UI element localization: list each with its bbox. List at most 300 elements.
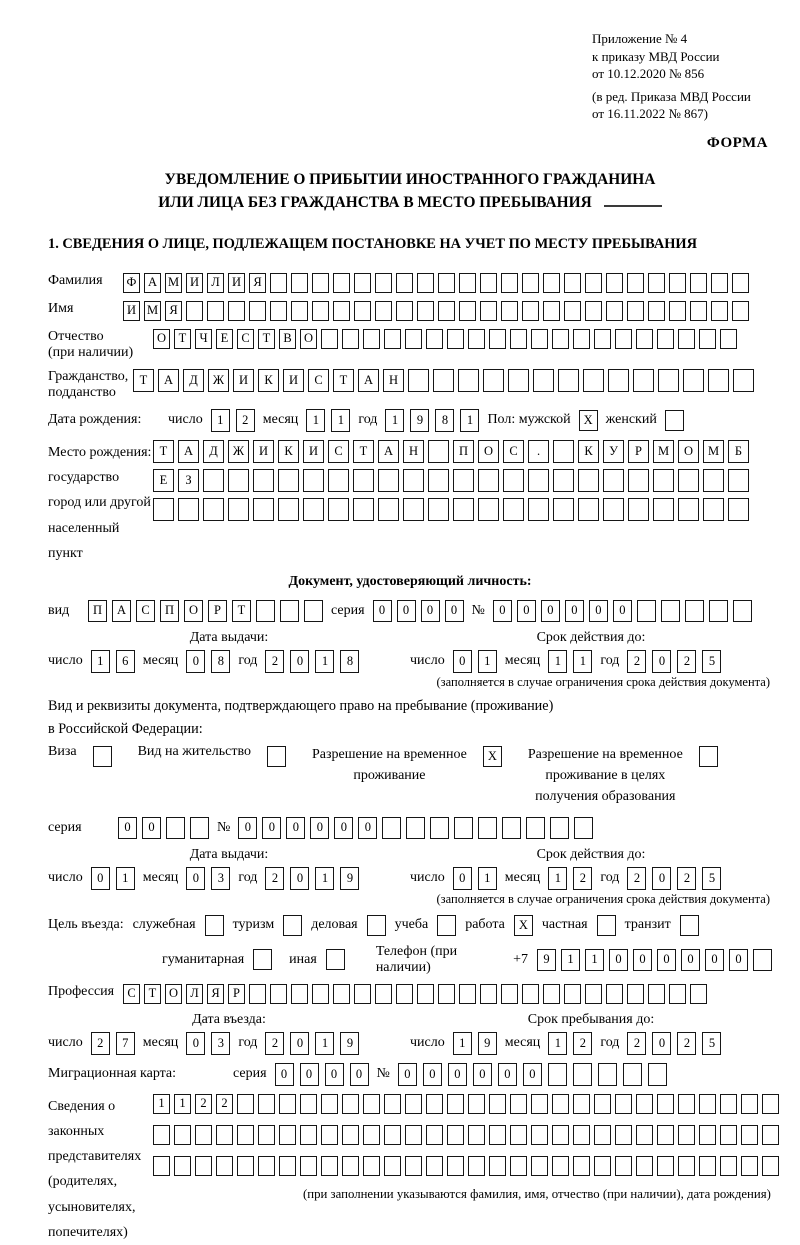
cell[interactable] [378, 498, 399, 521]
cell[interactable] [657, 1156, 674, 1176]
cell[interactable] [408, 369, 429, 392]
cell[interactable] [573, 329, 590, 349]
cell[interactable] [300, 1125, 317, 1145]
cell[interactable]: 1 [573, 650, 592, 673]
cell[interactable] [720, 1094, 737, 1114]
cell[interactable] [503, 469, 524, 492]
cell[interactable] [533, 369, 554, 392]
cell[interactable] [326, 949, 345, 970]
cell[interactable]: 6 [116, 650, 135, 673]
purpose-other-checkbox[interactable] [326, 949, 345, 970]
cell[interactable] [732, 301, 749, 321]
cell[interactable]: 0 [334, 817, 353, 839]
cell[interactable]: 0 [310, 817, 329, 839]
stay-until-year-cells[interactable] [627, 1032, 721, 1055]
cell[interactable]: 0 [453, 867, 472, 890]
cell[interactable] [678, 469, 699, 492]
permit-issue-month-cells[interactable] [186, 867, 230, 890]
cell[interactable] [279, 1125, 296, 1145]
cell[interactable] [608, 369, 629, 392]
cell[interactable] [153, 1156, 170, 1176]
cell[interactable] [510, 1156, 527, 1176]
cell[interactable]: Т [144, 984, 161, 1004]
doc-kind-cells[interactable] [88, 600, 323, 622]
cell[interactable]: 0 [275, 1063, 294, 1086]
cell[interactable]: 0 [290, 1032, 309, 1055]
cell[interactable] [573, 1156, 590, 1176]
cell[interactable] [657, 1125, 674, 1145]
cell[interactable] [531, 329, 548, 349]
passport-issue-day-cells[interactable] [91, 650, 135, 673]
cell[interactable] [417, 984, 434, 1004]
cell[interactable]: Л [186, 984, 203, 1004]
cell[interactable] [603, 498, 624, 521]
cell[interactable]: 1 [478, 867, 497, 890]
cell[interactable] [478, 469, 499, 492]
cell[interactable]: 2 [236, 409, 255, 432]
cell[interactable] [653, 469, 674, 492]
cell[interactable] [753, 949, 772, 971]
cell[interactable]: Я [249, 273, 266, 293]
cell[interactable]: Б [728, 440, 749, 463]
cell[interactable]: 0 [186, 867, 205, 890]
cell[interactable] [720, 1125, 737, 1145]
cell[interactable]: 1 [585, 949, 604, 971]
cell[interactable] [574, 817, 593, 839]
cell[interactable] [458, 369, 479, 392]
cell[interactable] [283, 915, 302, 936]
cell[interactable]: О [165, 984, 182, 1004]
cell[interactable]: Т [333, 369, 354, 392]
cell[interactable] [353, 469, 374, 492]
cell[interactable]: 0 [445, 600, 464, 622]
cell[interactable] [468, 1156, 485, 1176]
cell[interactable] [594, 329, 611, 349]
cell[interactable]: 8 [211, 650, 230, 673]
cell[interactable] [453, 469, 474, 492]
representatives-cells-row2[interactable] [153, 1125, 779, 1145]
cell[interactable]: М [144, 301, 161, 321]
cell[interactable] [228, 498, 249, 521]
residence-permit-checkbox[interactable] [267, 746, 286, 767]
migration-card-series-cells[interactable] [275, 1063, 369, 1086]
cell[interactable]: М [165, 273, 182, 293]
stay-until-day-cells[interactable] [453, 1032, 497, 1055]
cell[interactable] [733, 600, 752, 622]
cell[interactable]: 1 [453, 1032, 472, 1055]
cell[interactable] [406, 817, 425, 839]
cell[interactable]: 0 [613, 600, 632, 622]
cell[interactable] [522, 273, 539, 293]
cell[interactable]: 0 [453, 650, 472, 673]
cell[interactable]: С [123, 984, 140, 1004]
cell[interactable] [648, 273, 665, 293]
cell[interactable] [203, 498, 224, 521]
cell[interactable] [553, 440, 574, 463]
cell[interactable] [531, 1156, 548, 1176]
cell[interactable] [428, 440, 449, 463]
cell[interactable] [699, 1094, 716, 1114]
purpose-business-checkbox[interactable] [367, 915, 386, 936]
cell[interactable]: М [703, 440, 724, 463]
cell[interactable]: 0 [448, 1063, 467, 1086]
cell[interactable]: X [579, 410, 598, 431]
cell[interactable] [279, 1094, 296, 1114]
birth-month-cells[interactable] [306, 409, 350, 432]
male-checkbox[interactable] [579, 410, 598, 431]
cell[interactable]: 0 [493, 600, 512, 622]
cell[interactable] [606, 273, 623, 293]
cell[interactable]: X [483, 746, 502, 767]
cell[interactable] [501, 984, 518, 1004]
cell[interactable]: К [278, 440, 299, 463]
birth-place-cells-row2[interactable] [153, 469, 749, 492]
cell[interactable] [280, 600, 299, 622]
cell[interactable] [510, 329, 527, 349]
cell[interactable] [501, 273, 518, 293]
cell[interactable] [683, 369, 704, 392]
cell[interactable] [564, 984, 581, 1004]
cell[interactable]: М [653, 440, 674, 463]
cell[interactable] [291, 301, 308, 321]
passport-valid-day-cells[interactable] [453, 650, 497, 673]
cell[interactable] [550, 817, 569, 839]
cell[interactable]: Д [203, 440, 224, 463]
cell[interactable] [531, 1094, 548, 1114]
cell[interactable] [342, 1156, 359, 1176]
cell[interactable] [636, 1125, 653, 1145]
cell[interactable] [363, 1125, 380, 1145]
cell[interactable]: 0 [523, 1063, 542, 1086]
cell[interactable] [594, 1094, 611, 1114]
cell[interactable]: О [678, 440, 699, 463]
cell[interactable] [459, 984, 476, 1004]
cell[interactable]: 1 [91, 650, 110, 673]
cell[interactable] [384, 1125, 401, 1145]
cell[interactable]: С [308, 369, 329, 392]
cell[interactable] [699, 329, 716, 349]
cell[interactable]: О [184, 600, 203, 622]
cell[interactable] [258, 1094, 275, 1114]
cell[interactable] [732, 273, 749, 293]
cell[interactable]: 3 [211, 1032, 230, 1055]
cell[interactable] [428, 498, 449, 521]
cell[interactable] [354, 301, 371, 321]
cell[interactable]: И [123, 301, 140, 321]
cell[interactable] [615, 1125, 632, 1145]
cell[interactable]: О [300, 329, 317, 349]
cell[interactable] [478, 817, 497, 839]
profession-cells[interactable] [123, 984, 707, 1004]
cell[interactable] [699, 746, 718, 767]
cell[interactable] [405, 329, 422, 349]
edu-residence-checkbox[interactable] [699, 746, 718, 767]
entry-year-cells[interactable] [265, 1032, 359, 1055]
cell[interactable] [249, 984, 266, 1004]
cell[interactable] [503, 498, 524, 521]
cell[interactable]: 1 [548, 867, 567, 890]
cell[interactable] [594, 1125, 611, 1145]
cell[interactable]: Р [628, 440, 649, 463]
cell[interactable]: Е [216, 329, 233, 349]
representatives-cells-row3[interactable] [153, 1156, 779, 1176]
cell[interactable]: 2 [573, 867, 592, 890]
cell[interactable] [321, 329, 338, 349]
cell[interactable]: 2 [677, 650, 696, 673]
cell[interactable] [453, 498, 474, 521]
cell[interactable]: 9 [478, 1032, 497, 1055]
cell[interactable]: П [160, 600, 179, 622]
cell[interactable]: Т [174, 329, 191, 349]
cell[interactable]: И [186, 273, 203, 293]
cell[interactable] [648, 1063, 667, 1086]
cell[interactable] [403, 469, 424, 492]
cell[interactable] [597, 915, 616, 936]
migration-card-number-cells[interactable] [398, 1063, 667, 1086]
cell[interactable]: 1 [116, 867, 135, 890]
cell[interactable] [578, 469, 599, 492]
cell[interactable] [669, 301, 686, 321]
cell[interactable] [708, 369, 729, 392]
cell[interactable]: 0 [729, 949, 748, 971]
cell[interactable] [333, 984, 350, 1004]
cell[interactable] [762, 1156, 779, 1176]
birth-day-cells[interactable] [211, 409, 255, 432]
citizenship-cells[interactable] [133, 369, 754, 392]
cell[interactable] [685, 600, 704, 622]
cell[interactable] [190, 817, 209, 839]
cell[interactable] [328, 498, 349, 521]
cell[interactable]: 1 [548, 1032, 567, 1055]
cell[interactable] [480, 984, 497, 1004]
cell[interactable] [304, 600, 323, 622]
cell[interactable] [447, 329, 464, 349]
cell[interactable] [405, 1125, 422, 1145]
cell[interactable]: 0 [705, 949, 724, 971]
cell[interactable]: Я [165, 301, 182, 321]
cell[interactable] [508, 369, 529, 392]
cell[interactable] [378, 469, 399, 492]
cell[interactable]: 1 [315, 867, 334, 890]
cell[interactable]: 0 [589, 600, 608, 622]
cell[interactable]: А [178, 440, 199, 463]
cell[interactable] [237, 1156, 254, 1176]
cell[interactable]: 0 [290, 867, 309, 890]
cell[interactable] [228, 301, 245, 321]
permit-valid-year-cells[interactable] [627, 867, 721, 890]
cell[interactable] [699, 1156, 716, 1176]
cell[interactable] [678, 1094, 695, 1114]
cell[interactable] [573, 1094, 590, 1114]
cell[interactable] [428, 469, 449, 492]
cell[interactable] [741, 1125, 758, 1145]
cell[interactable] [166, 817, 185, 839]
cell[interactable]: Т [258, 329, 275, 349]
cell[interactable] [312, 984, 329, 1004]
cell[interactable] [711, 273, 728, 293]
cell[interactable] [437, 915, 456, 936]
cell[interactable]: 3 [211, 867, 230, 890]
cell[interactable] [417, 273, 434, 293]
cell[interactable] [720, 1156, 737, 1176]
cell[interactable]: 1 [385, 409, 404, 432]
cell[interactable] [480, 301, 497, 321]
given-name-cells[interactable] [123, 301, 749, 321]
cell[interactable]: 5 [702, 867, 721, 890]
cell[interactable] [333, 301, 350, 321]
cell[interactable] [564, 301, 581, 321]
cell[interactable]: 1 [211, 409, 230, 432]
cell[interactable] [354, 273, 371, 293]
cell[interactable]: С [503, 440, 524, 463]
cell[interactable] [585, 301, 602, 321]
cell[interactable] [762, 1125, 779, 1145]
cell[interactable] [564, 273, 581, 293]
cell[interactable]: 2 [573, 1032, 592, 1055]
cell[interactable] [384, 1094, 401, 1114]
passport-valid-year-cells[interactable] [627, 650, 721, 673]
cell[interactable] [678, 329, 695, 349]
cell[interactable] [237, 1094, 254, 1114]
cell[interactable]: 0 [498, 1063, 517, 1086]
cell[interactable]: 1 [315, 1032, 334, 1055]
cell[interactable] [502, 817, 521, 839]
cell[interactable]: 1 [153, 1094, 170, 1114]
cell[interactable]: 1 [306, 409, 325, 432]
cell[interactable] [573, 1063, 592, 1086]
cell[interactable]: Р [228, 984, 245, 1004]
cell[interactable] [552, 1094, 569, 1114]
cell[interactable] [657, 1094, 674, 1114]
cell[interactable]: Т [353, 440, 374, 463]
cell[interactable] [468, 1094, 485, 1114]
cell[interactable] [216, 1125, 233, 1145]
permit-valid-day-cells[interactable] [453, 867, 497, 890]
cell[interactable]: К [578, 440, 599, 463]
cell[interactable] [216, 1156, 233, 1176]
cell[interactable]: 7 [116, 1032, 135, 1055]
cell[interactable] [342, 329, 359, 349]
cell[interactable]: И [283, 369, 304, 392]
cell[interactable] [669, 984, 686, 1004]
cell[interactable] [709, 600, 728, 622]
cell[interactable] [489, 1125, 506, 1145]
cell[interactable] [552, 329, 569, 349]
cell[interactable] [548, 1063, 567, 1086]
patronymic-cells[interactable] [153, 329, 737, 349]
surname-cells[interactable] [123, 273, 749, 293]
cell[interactable] [291, 273, 308, 293]
cell[interactable]: 0 [517, 600, 536, 622]
cell[interactable] [699, 1125, 716, 1145]
cell[interactable] [270, 984, 287, 1004]
cell[interactable]: 0 [373, 600, 392, 622]
passport-issue-month-cells[interactable] [186, 650, 230, 673]
cell[interactable] [249, 301, 266, 321]
cell[interactable] [384, 1156, 401, 1176]
cell[interactable]: О [478, 440, 499, 463]
cell[interactable]: 0 [421, 600, 440, 622]
cell[interactable] [680, 915, 699, 936]
cell[interactable] [653, 498, 674, 521]
cell[interactable] [375, 273, 392, 293]
cell[interactable] [489, 1094, 506, 1114]
cell[interactable]: У [603, 440, 624, 463]
cell[interactable]: 0 [325, 1063, 344, 1086]
birth-year-cells[interactable] [385, 409, 479, 432]
cell[interactable] [93, 746, 112, 767]
cell[interactable] [633, 369, 654, 392]
permit-issue-day-cells[interactable] [91, 867, 135, 890]
cell[interactable] [174, 1156, 191, 1176]
cell[interactable] [153, 1125, 170, 1145]
purpose-tourism-checkbox[interactable] [283, 915, 302, 936]
cell[interactable] [300, 1156, 317, 1176]
entry-month-cells[interactable] [186, 1032, 230, 1055]
cell[interactable] [510, 1094, 527, 1114]
cell[interactable] [270, 273, 287, 293]
cell[interactable] [438, 984, 455, 1004]
cell[interactable] [648, 984, 665, 1004]
cell[interactable] [627, 273, 644, 293]
cell[interactable] [342, 1125, 359, 1145]
cell[interactable] [468, 329, 485, 349]
cell[interactable] [375, 984, 392, 1004]
cell[interactable] [367, 915, 386, 936]
cell[interactable] [627, 301, 644, 321]
cell[interactable] [363, 1156, 380, 1176]
cell[interactable]: 0 [541, 600, 560, 622]
cell[interactable] [253, 949, 272, 970]
cell[interactable]: 9 [340, 867, 359, 890]
cell[interactable]: 1 [174, 1094, 191, 1114]
cell[interactable] [615, 329, 632, 349]
cell[interactable] [291, 984, 308, 1004]
cell[interactable]: 0 [652, 1032, 671, 1055]
cell[interactable]: Ч [195, 329, 212, 349]
cell[interactable]: 2 [265, 650, 284, 673]
cell[interactable]: 0 [358, 817, 377, 839]
purpose-transit-checkbox[interactable] [680, 915, 699, 936]
cell[interactable] [396, 273, 413, 293]
cell[interactable] [558, 369, 579, 392]
cell[interactable] [333, 273, 350, 293]
cell[interactable] [270, 301, 287, 321]
cell[interactable] [237, 1125, 254, 1145]
purpose-private-checkbox[interactable] [597, 915, 616, 936]
cell[interactable] [703, 498, 724, 521]
cell[interactable]: 0 [238, 817, 257, 839]
cell[interactable] [661, 600, 680, 622]
cell[interactable]: 2 [627, 867, 646, 890]
cell[interactable]: 1 [548, 650, 567, 673]
cell[interactable] [258, 1156, 275, 1176]
cell[interactable] [733, 369, 754, 392]
cell[interactable] [741, 1156, 758, 1176]
cell[interactable] [426, 1125, 443, 1145]
cell[interactable]: И [233, 369, 254, 392]
phone-cells[interactable] [537, 949, 772, 971]
cell[interactable] [522, 301, 539, 321]
cell[interactable] [396, 984, 413, 1004]
cell[interactable]: З [178, 469, 199, 492]
cell[interactable] [207, 301, 224, 321]
cell[interactable] [447, 1125, 464, 1145]
cell[interactable] [312, 273, 329, 293]
cell[interactable] [543, 301, 560, 321]
cell[interactable]: С [237, 329, 254, 349]
cell[interactable] [426, 329, 443, 349]
